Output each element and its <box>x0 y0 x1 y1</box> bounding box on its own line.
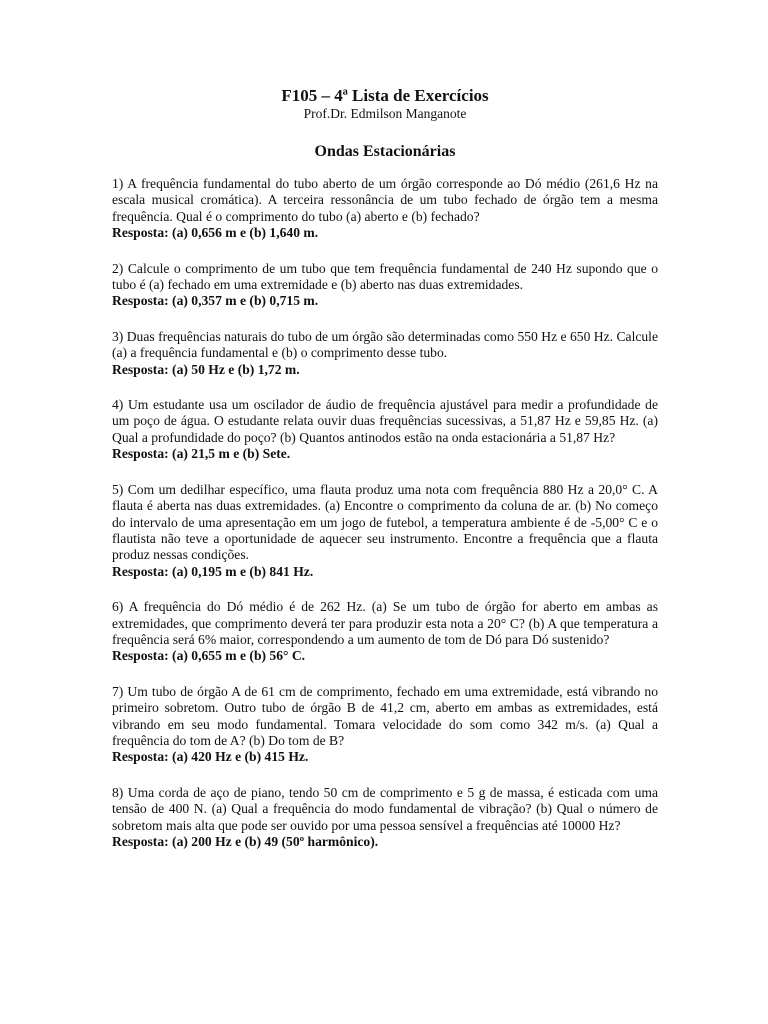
section-title: Ondas Estacionárias <box>314 143 456 160</box>
exercise-7 <box>112 684 658 766</box>
exercise-answer: Resposta: (a) 50 Hz e (b) 1,72 m. <box>112 361 300 377</box>
exercise-question: 2) Calcule o comprimento de um tubo que tem frequência fundamental de 240 Hz supondo que o tubo é (a) fechado em uma extremidade e (b) aberto nas duas extremidades. <box>112 260 658 293</box>
exercise-6 <box>112 599 658 665</box>
exercise-question: 1) A frequência fundamental do tubo aberto de um órgão corresponde ao Dó médio (261,6 Hz na escala musical cromática). A terceira ressonância de um tubo fechado de órgão tem a mesma frequência. Qual é o comprimento do tubo (a) aberto e (b) fechado? <box>112 176 658 224</box>
exercise-1 <box>112 176 658 242</box>
exercise-5 <box>112 482 658 580</box>
exercise-answer: Resposta: (a) 21,5 m e (b) Sete. <box>112 446 291 462</box>
exercise-answer: Resposta: (a) 420 Hz e (b) 415 Hz. <box>112 749 309 765</box>
exercise-answer: Resposta: (a) 0,357 m e (b) 0,715 m. <box>112 293 319 309</box>
exercise-question: 4) Um estudante usa um oscilador de áudio de frequência ajustável para medir a profundidade de um poço de água. O estudante relata ouvir duas frequências sucessivas, a 51,87 Hz e 59,85 Hz. (a) Qual a profundidade do poço? (b) Quantos antinodos estão na onda estacionária a 51,87 Hz? <box>112 397 658 445</box>
document-page <box>112 86 658 869</box>
exercise-question: 5) Com um dedilhar específico, uma flauta produz uma nota com frequência 880 Hz a 20,0° C. A flauta é aberta nas duas extremidades. (a) Encontre o comprimento da coluna de ar. (b) No começo do intervalo de uma apresentação em um jogo de futebol, a temperatura ambiente é de -5,00° C e o flautista não teve a oportunidade de aquecer seu instrumento. Encontre a frequência que a flauta produz nessas condições. <box>112 481 658 563</box>
exercise-answer: Resposta: (a) 0,195 m e (b) 841 Hz. <box>112 563 314 579</box>
exercise-answer: Resposta: (a) 200 Hz e (b) 49 (50º harmônico). <box>112 834 379 849</box>
exercise-8 <box>112 785 658 851</box>
exercise-question: 3) Duas frequências naturais do tubo de um órgão são determinadas como 550 Hz e 650 Hz. Calcule (a) a frequência fundamental e (b) o comprimento desse tubo. <box>112 328 658 361</box>
document-title: F105 – 4ª Lista de Exercícios <box>281 86 489 105</box>
exercise-answer: Resposta: (a) 0,656 m e (b) 1,640 m. <box>112 225 319 241</box>
exercise-question: 6) A frequência do Dó médio é de 262 Hz. (a) Se um tubo de órgão for aberto em ambas as extremidades, que comprimento deverá ter para produzir esta nota a 20° C? (b) A que temperatura a frequência será 6% maior, correspondendo a um aumento de tom de Dó para Dó sustenido? <box>112 599 658 647</box>
exercise-4 <box>112 397 658 463</box>
exercise-3 <box>112 329 658 378</box>
exercise-question: 7) Um tubo de órgão A de 61 cm de comprimento, fechado em uma extremidade, está vibrando no primeiro sobretom. Outro tubo de órgão B de 41,2 cm, aberto em ambas as extremidades, está vibrando em seu modo fundamental. Tomara velocidade do som como 342 m/s. (a) Qual a frequência do tom de A? (b) Do tom de B? <box>112 683 658 748</box>
exercise-answer: Resposta: (a) 0,655 m e (b) 56° C. <box>112 648 306 664</box>
exercise-2 <box>112 261 658 310</box>
exercise-question: 8) Uma corda de aço de piano, tendo 50 cm de comprimento e 5 g de massa, é esticada com uma tensão de 400 N. (a) Qual a frequência do modo fundamental de vibração? (b) Qual o número de sobretom mais alta que pode ser ouvido por uma pessoa sensível a frequências até 10000 Hz? <box>112 784 658 833</box>
document-author: Prof.Dr. Edmilson Manganote <box>303 106 467 121</box>
